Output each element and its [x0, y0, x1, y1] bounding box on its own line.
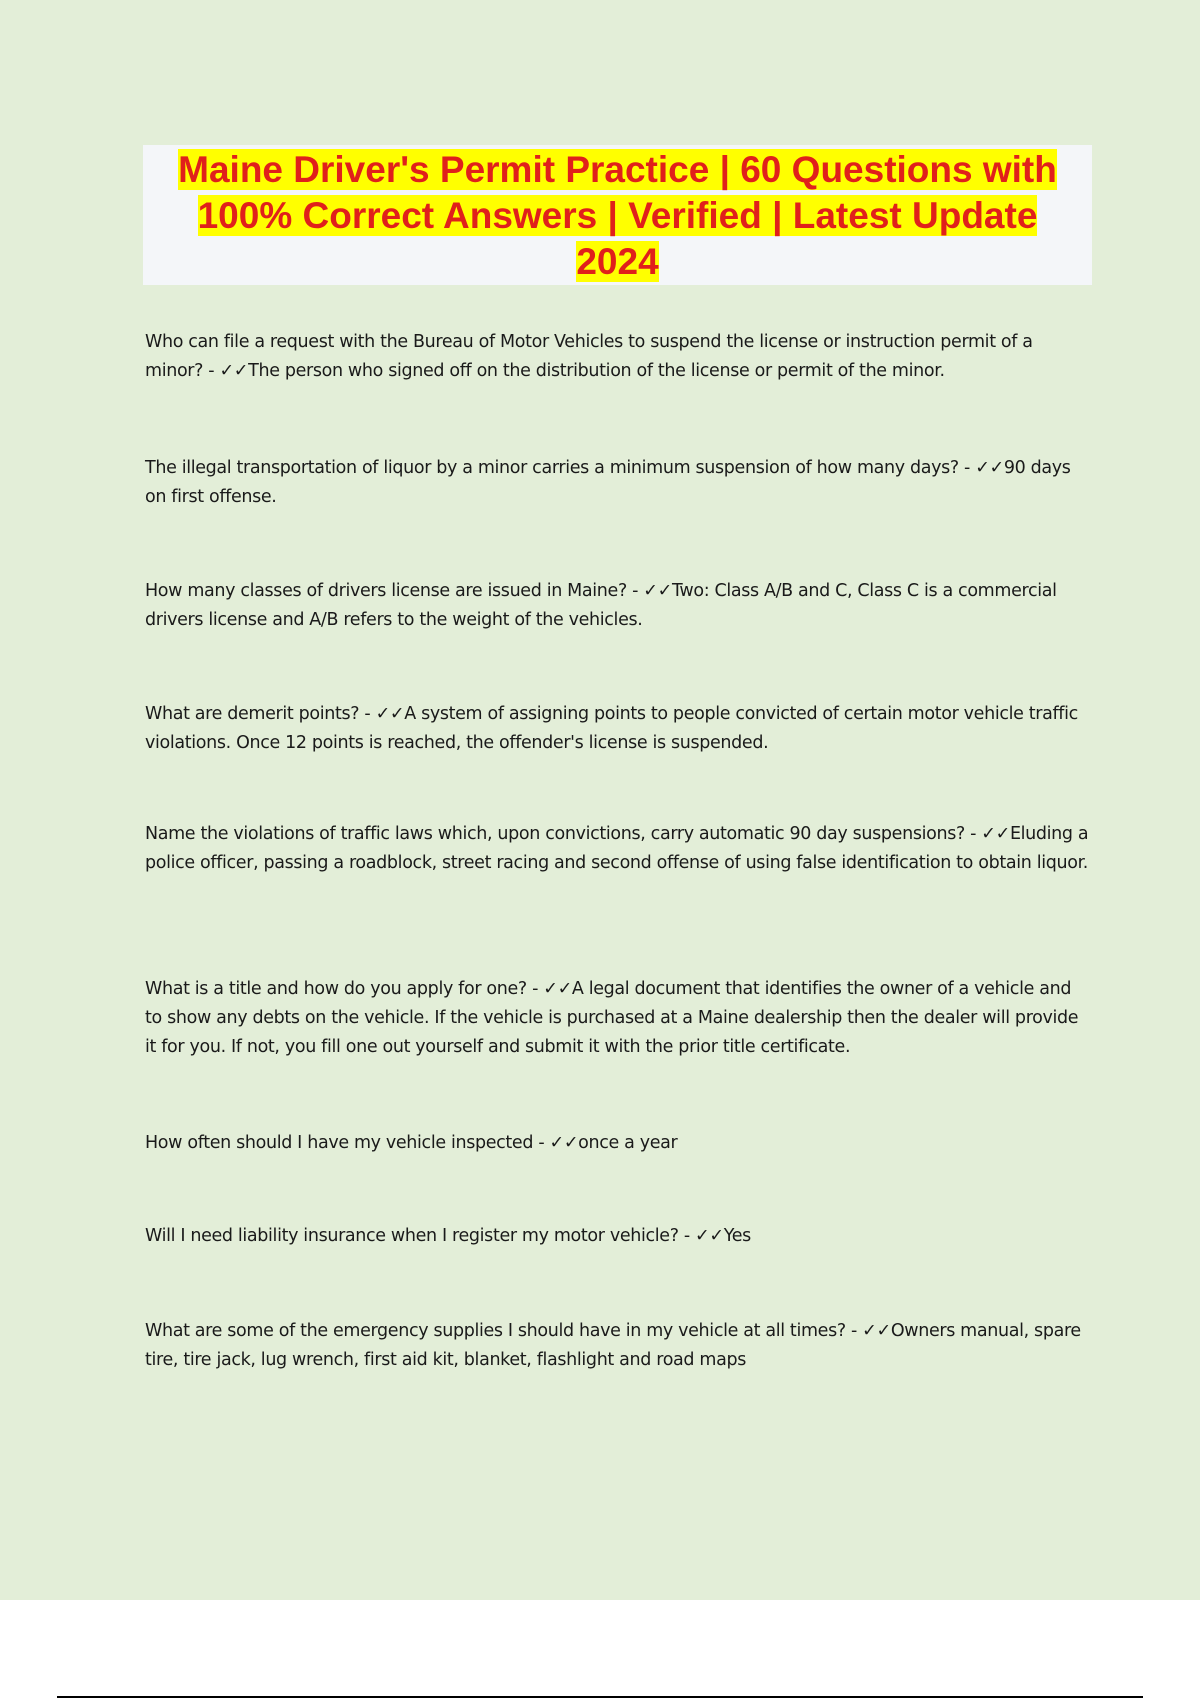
check-mark-icon: ✓✓	[219, 361, 249, 381]
answer-text: once a year	[578, 1133, 678, 1153]
answer-text: Eluding a police officer, passing a roadblock, street racing and second offense of using false identification to obtain liquor.	[145, 824, 1089, 873]
qa-item-6	[145, 975, 1090, 1062]
answer-text: The person who signed off on the distribution of the license or permit of the minor.	[248, 361, 945, 381]
separator: -	[359, 704, 376, 724]
separator: -	[964, 824, 982, 844]
answer-text: A system of assigning points to people convicted of certain motor vehicle traffic violations. Once 12 points is reached, the offender's license is suspended.	[145, 704, 1078, 753]
check-mark-icon: ✓✓	[643, 581, 672, 601]
footer-rule	[57, 1696, 1143, 1698]
qa-item-5	[145, 820, 1090, 878]
answer-text: Two: Class A/B and C, Class C is a commercial drivers license and A/B refers to the weight of the vehicles.	[145, 581, 1057, 630]
question-text: Who can file a request with the Bureau of Motor Vehicles to suspend the license or instruction permit of a minor?	[145, 332, 1033, 381]
question-text: How often should I have my vehicle inspected	[145, 1133, 534, 1153]
question-text: What are demerit points?	[145, 704, 360, 724]
qa-item-9	[145, 1317, 1090, 1375]
separator: -	[533, 1133, 550, 1153]
check-mark-icon: ✓✓	[375, 704, 405, 724]
answer-text: Owners manual, spare tire, tire jack, lug wrench, first aid kit, blanket, flashlight and road maps	[145, 1321, 1081, 1370]
check-mark-icon: ✓✓	[695, 1226, 724, 1246]
qa-item-8	[145, 1222, 1090, 1251]
answer-text: A legal document that identifies the owner of a vehicle and to show any debts on the vehicle. If the vehicle is purchased at a Maine dealership then the dealer will provide it for you. If not, you fill one out yourself and submit it with the prior title certificate.	[145, 979, 1079, 1057]
separator: -	[626, 581, 644, 601]
question-text: What are some of the emergency supplies I should have in my vehicle at all times?	[145, 1321, 846, 1341]
qa-item-3	[145, 577, 1090, 635]
title-box	[143, 145, 1092, 285]
separator: -	[526, 979, 544, 999]
check-mark-icon: ✓✓	[975, 458, 1004, 478]
question-text: What is a title and how do you apply for one?	[145, 979, 527, 999]
separator: -	[958, 458, 976, 478]
question-text: Will I need liability insurance when I register my motor vehicle?	[145, 1226, 679, 1246]
answer-text: 90 days on first offense.	[145, 458, 1071, 507]
question-text: Name the violations of traffic laws which, upon convictions, carry automatic 90 day suspensions?	[145, 824, 965, 844]
separator: -	[203, 361, 220, 381]
check-mark-icon: ✓✓	[862, 1321, 891, 1341]
qa-item-2	[145, 454, 1090, 512]
separator: -	[678, 1226, 696, 1246]
check-mark-icon: ✓✓	[549, 1133, 579, 1153]
page-title-text: Maine Driver's Permit Practice | 60 Questions with 100% Correct Answers | Verified | Latest Update 2024	[178, 149, 1057, 282]
check-mark-icon: ✓✓	[543, 979, 572, 999]
qa-item-4	[145, 700, 1090, 758]
qa-item-7	[145, 1129, 1090, 1158]
qa-item-1	[145, 328, 1090, 386]
check-mark-icon: ✓✓	[981, 824, 1010, 844]
answer-text: Yes	[723, 1226, 751, 1246]
separator: -	[845, 1321, 863, 1341]
question-text: How many classes of drivers license are issued in Maine?	[145, 581, 627, 601]
page-title	[168, 147, 1068, 285]
question-text: The illegal transportation of liquor by a minor carries a minimum suspension of how many days?	[145, 458, 959, 478]
